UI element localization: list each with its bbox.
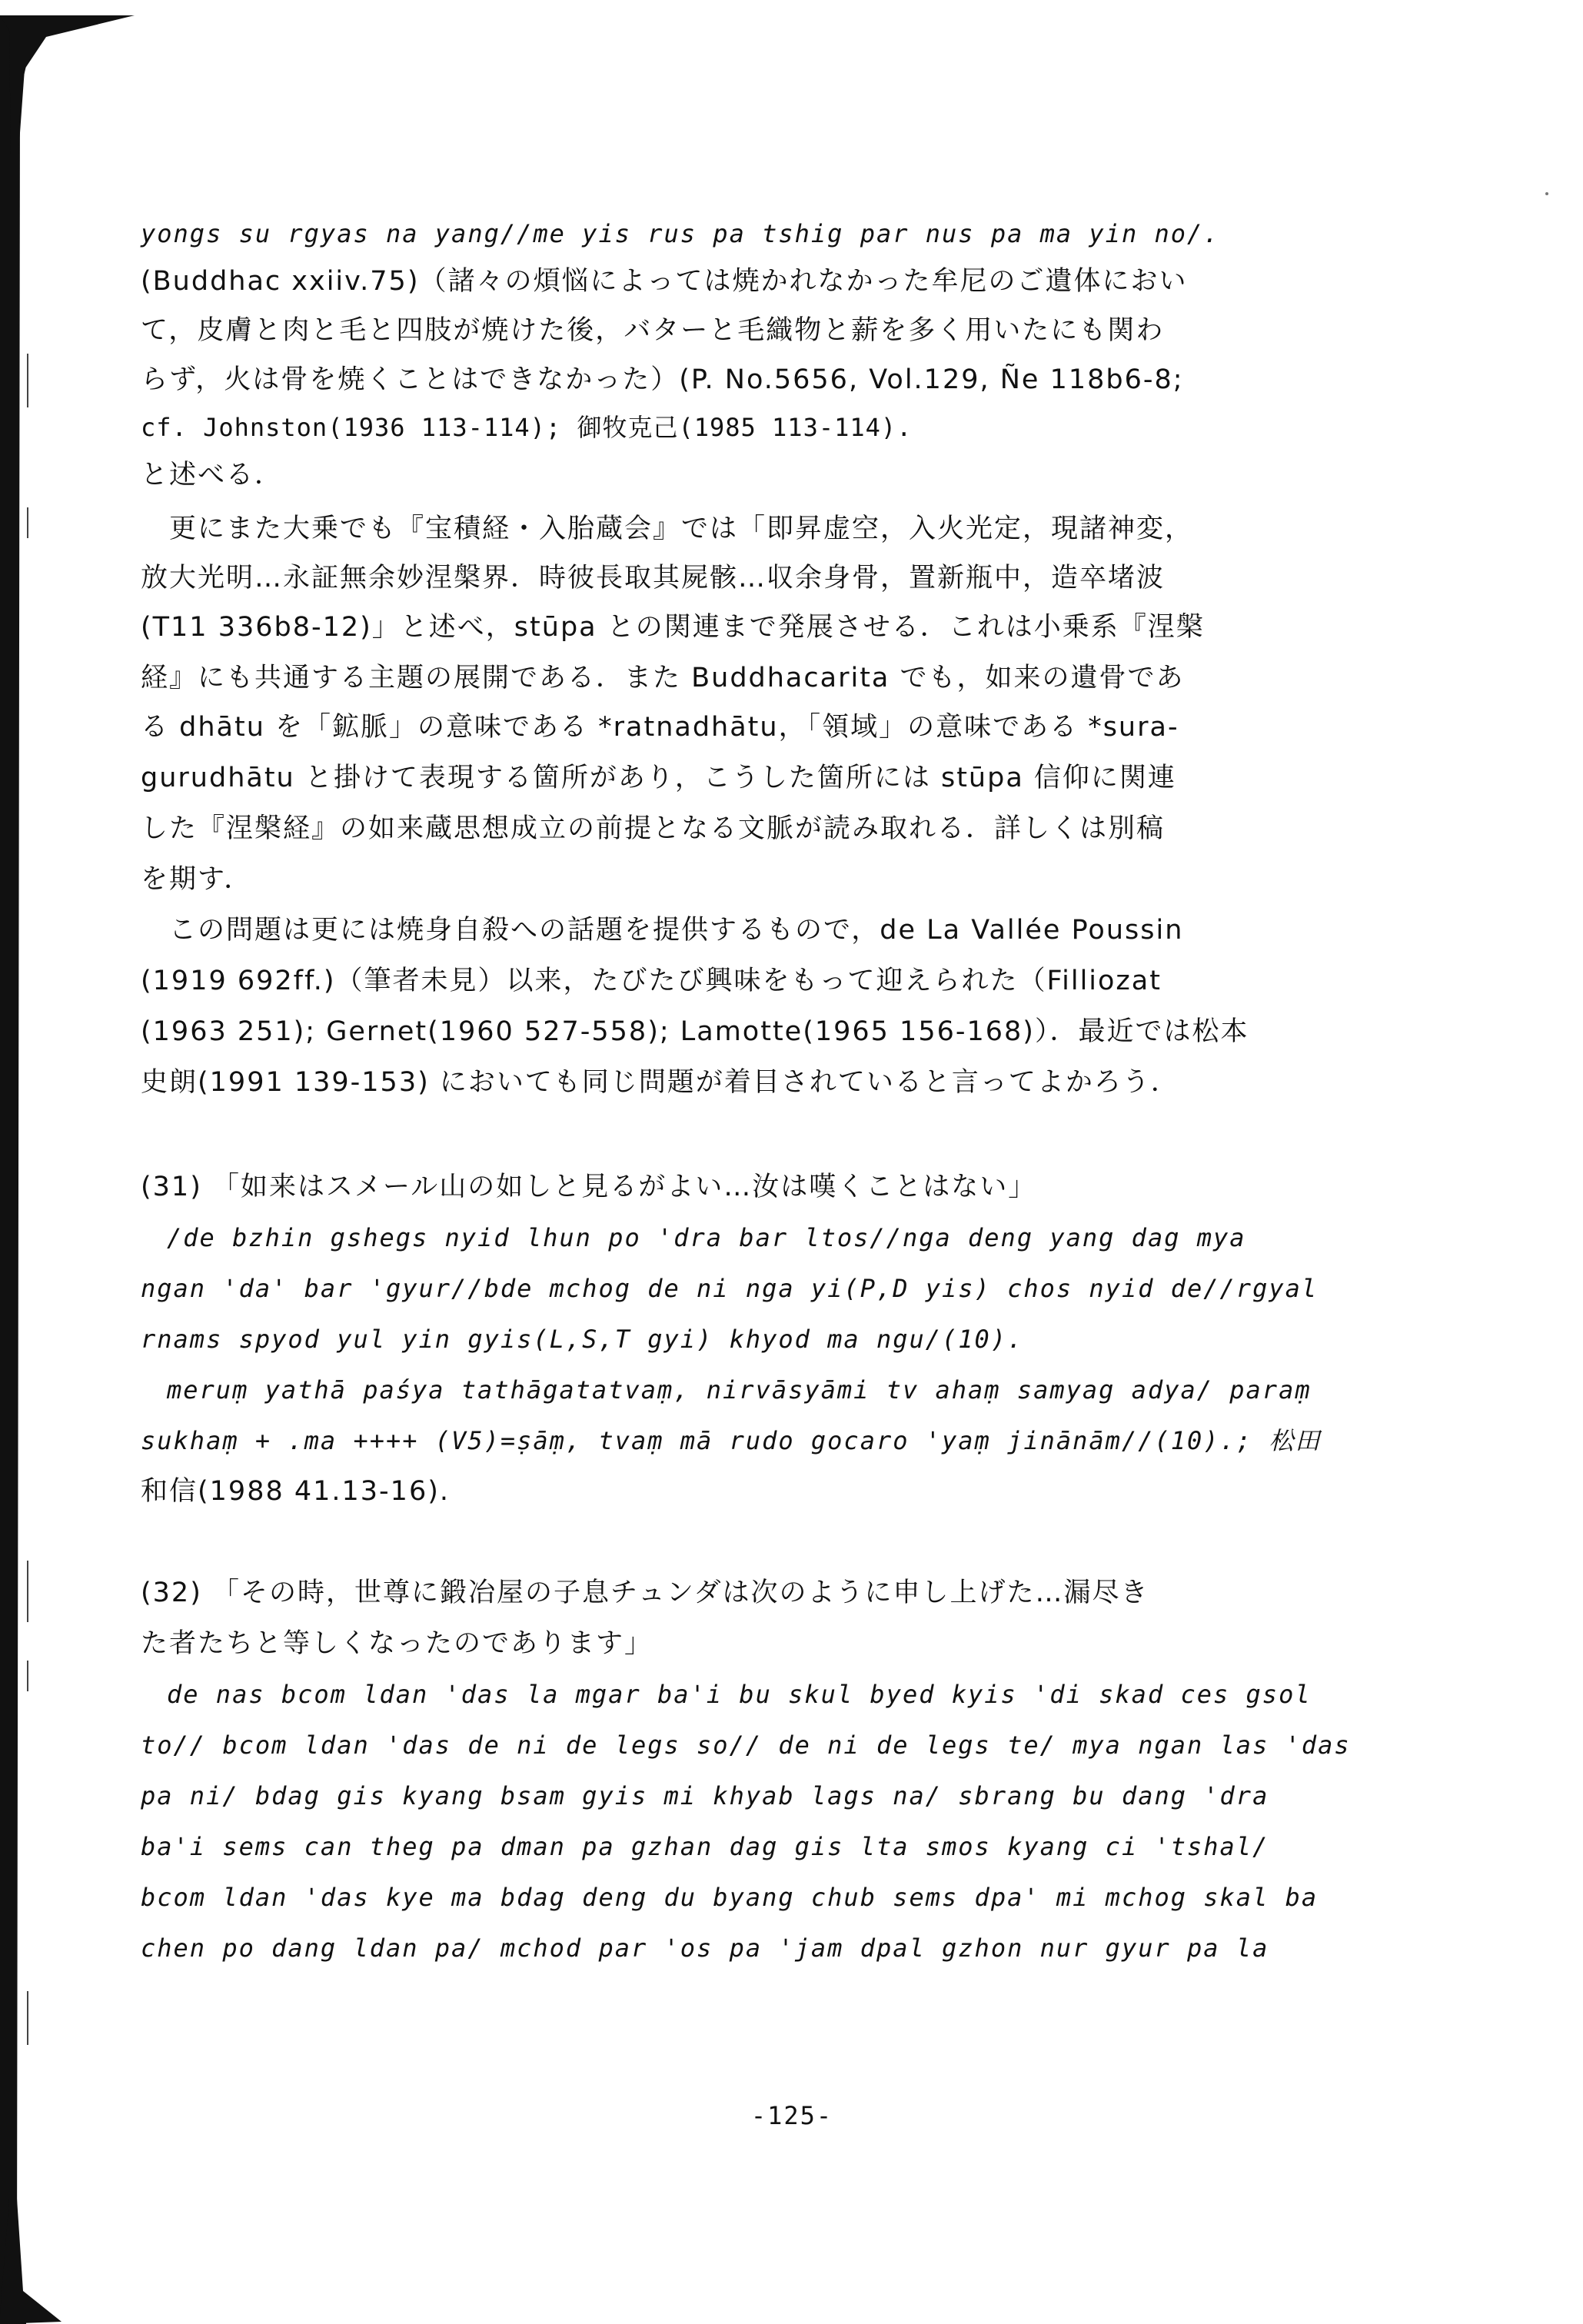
text-line: を期す．	[141, 864, 253, 895]
margin-dash	[27, 1661, 28, 1691]
text-line: yongs su rgyas na yang//me yis rus pa tshig par nus pa ma yin no/.	[141, 219, 1220, 248]
text-line: (T11 336b8-12)」と述べ，stūpa との関連まで発展させる．これは小乗系『涅槃	[141, 612, 1205, 643]
margin-dash	[27, 1991, 28, 2045]
scan-speck	[1545, 192, 1548, 195]
text-line: cf. Johnston(1936 113-114); 御牧克己(1985 113-114).	[141, 413, 913, 442]
text-line: 和信(1988 41.13-16).	[141, 1476, 450, 1507]
margin-dash	[27, 507, 28, 538]
text-line: meruṃ yathā paśya tathāgatatvaṃ, nirvāsyāmi tv ahaṃ samyag adya/ paraṃ	[141, 1375, 1312, 1405]
margin-dash	[27, 354, 28, 407]
corner-mark-bottom	[0, 2199, 69, 2324]
text-line: (1963 251); Gernet(1960 527-558); Lamotte(1965 156-168)）．最近では松本	[141, 1016, 1249, 1047]
scan-edge-mark	[0, 0, 26, 2324]
text-line: pa ni/ bdag gis kyang bsam gyis mi khyab lags na/ sbrang bu dang 'dra	[141, 1781, 1269, 1810]
text-line: この問題は更には焼身自殺への話題を提供するもので，de La Vallée Poussin	[141, 915, 1184, 946]
text-line: ba'i sems can theg pa dman pa gzhan dag gis lta smos kyang ci 'tshal/	[141, 1832, 1269, 1861]
text-line: bcom ldan 'das kye ma bdag deng du byang chub sems dpa' mi mchog skal ba	[141, 1883, 1319, 1912]
page-number: -125-	[750, 2101, 833, 2130]
text-line: (1919 692ff.)（筆者未見）以来，たびたび興味をもって迎えられた（Filliozat	[141, 966, 1162, 996]
text-line: to// bcom ldan 'das de ni de legs so// de ni de legs te/ mya ngan las 'das	[141, 1731, 1351, 1760]
text-line: de nas bcom ldan 'das la mgar ba'i bu skul byed kyis 'di skad ces gsol	[141, 1680, 1312, 1709]
text-line: 放大光明…永証無余妙涅槃界．時彼長取其屍骸…収余身骨，置新瓶中，造卒堵波	[141, 563, 1166, 593]
note-heading: (32) 「その時，世尊に鍛冶屋の子息チュンダは次のように申し上げた…漏尽き	[141, 1578, 1149, 1608]
text-line: gurudhātu と掛けて表現する箇所があり，こうした箇所には stūpa 信仰に関連	[141, 763, 1176, 793]
text-line: sukhaṃ + .ma ++++ (V5)=ṣāṃ, tvaṃ mā rudo gocaro 'yaṃ jinānām//(10).; 松田	[141, 1426, 1322, 1455]
text-line: た者たちと等しくなったのであります」	[141, 1628, 653, 1659]
text-line: て，皮膚と肉と毛と四肢が焼けた後，バターと毛織物と薪を多く用いたにも関わ	[141, 315, 1165, 346]
corner-mark-top	[0, 0, 138, 154]
text-line: ngan 'da' bar 'gyur//bde mchog de ni nga yi(P,D yis) chos nyid de//rgyal	[141, 1274, 1319, 1303]
text-line: /de bzhin gshegs nyid lhun po 'dra bar ltos//nga deng yang dag mya	[141, 1223, 1246, 1252]
text-line: 更にまた大乗でも『宝積経・入胎蔵会』では「即昇虚空，入火光定，現諸神変，	[141, 514, 1194, 544]
text-line: 史朗(1991 139-153) においても同じ問題が着目されていると言ってよかろう．	[141, 1067, 1179, 1098]
text-line: (Buddhac xxiiv.75)（諸々の煩悩によっては焼かれなかった牟尼のご遺体におい	[141, 266, 1188, 297]
text-line: 経』にも共通する主題の展開である．また Buddhacarita でも，如来の遺骨であ	[141, 663, 1185, 693]
text-line: る dhātu を「鉱脈」の意味である *ratnadhātu，「領域」の意味である *sura-	[141, 712, 1179, 743]
text-line: した『涅槃経』の如来蔵思想成立の前提となる文脈が読み取れる．詳しくは別稿	[141, 813, 1166, 844]
margin-dash	[27, 1561, 28, 1622]
note-heading: (31) 「如来はスメール山の如しと見るがよい…汝は嘆くことはない」	[141, 1172, 1037, 1202]
text-line: chen po dang ldan pa/ mchod par 'os pa 'jam dpal gzhon nur gyur pa la	[141, 1933, 1269, 1963]
text-line: らず，火は骨を焼くことはできなかった）(P. No.5656, Vol.129, Ñe 118b6-8;	[141, 364, 1184, 395]
text-line: rnams spyod yul yin gyis(L,S,T gyi) khyod ma ngu/(10).	[141, 1325, 1024, 1354]
text-line: と述べる．	[141, 460, 284, 490]
